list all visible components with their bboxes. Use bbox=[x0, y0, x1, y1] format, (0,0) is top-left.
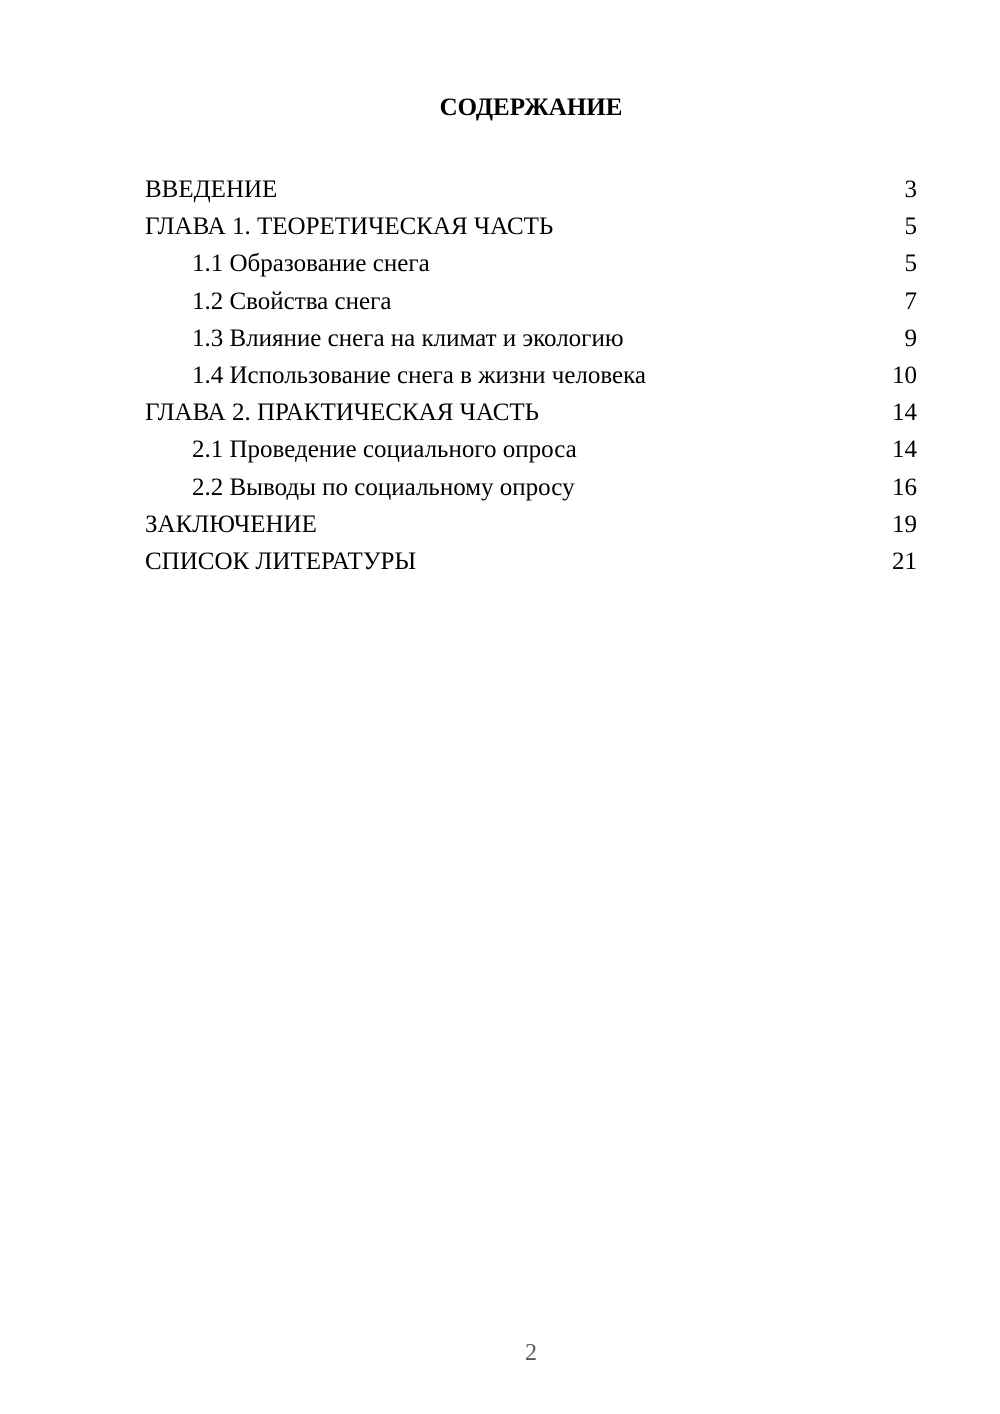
toc-row bbox=[145, 208, 917, 245]
toc-row bbox=[145, 506, 917, 543]
toc-row bbox=[145, 543, 917, 580]
toc-entry-page: 14 bbox=[892, 399, 917, 427]
page-content bbox=[145, 0, 917, 580]
footer-page-number: 2 bbox=[525, 1340, 537, 1366]
toc-entry-page: 16 bbox=[892, 473, 917, 501]
toc-entry-label: 1.2 Свойства снега bbox=[192, 287, 392, 315]
toc-entry-label: СПИСОК ЛИТЕРАТУРЫ bbox=[145, 548, 417, 576]
toc-entry-label: ГЛАВА 1. ТЕОРЕТИЧЕСКАЯ ЧАСТЬ bbox=[145, 213, 554, 241]
table-of-contents bbox=[145, 171, 917, 580]
toc-entry-page: 5 bbox=[904, 250, 917, 278]
toc-entry-label: ЗАКЛЮЧЕНИЕ bbox=[145, 510, 317, 538]
toc-row bbox=[145, 431, 917, 468]
toc-entry-page: 9 bbox=[904, 324, 917, 352]
page-title: СОДЕРЖАНИЕ bbox=[439, 94, 623, 121]
toc-entry-page: 19 bbox=[892, 510, 917, 538]
toc-entry-label: 1.4 Использование снега в жизни человека bbox=[192, 362, 647, 390]
toc-entry-label: 2.1 Проведение социального опроса bbox=[192, 436, 577, 464]
toc-entry-page: 21 bbox=[892, 548, 917, 576]
toc-row bbox=[145, 469, 917, 506]
toc-row bbox=[145, 320, 917, 357]
toc-entry-label: ВВЕДЕНИЕ bbox=[145, 176, 278, 203]
toc-entry-label: 1.1 Образование снега bbox=[192, 250, 430, 278]
toc-entry-page: 3 bbox=[904, 176, 917, 203]
toc-row bbox=[145, 357, 917, 394]
toc-entry-label: 1.3 Влияние снега на климат и экологию bbox=[192, 324, 624, 352]
toc-entry-page: 10 bbox=[892, 362, 917, 390]
toc-entry-label: ГЛАВА 2. ПРАКТИЧЕСКАЯ ЧАСТЬ bbox=[145, 399, 540, 427]
toc-entry-page: 5 bbox=[904, 213, 917, 241]
toc-entry-label: 2.2 Выводы по социальному опросу bbox=[192, 473, 575, 501]
toc-row bbox=[145, 171, 917, 208]
toc-entry-page: 14 bbox=[892, 436, 917, 464]
toc-row bbox=[145, 394, 917, 431]
toc-row bbox=[145, 245, 917, 282]
toc-entry-page: 7 bbox=[904, 287, 917, 315]
toc-row bbox=[145, 283, 917, 320]
